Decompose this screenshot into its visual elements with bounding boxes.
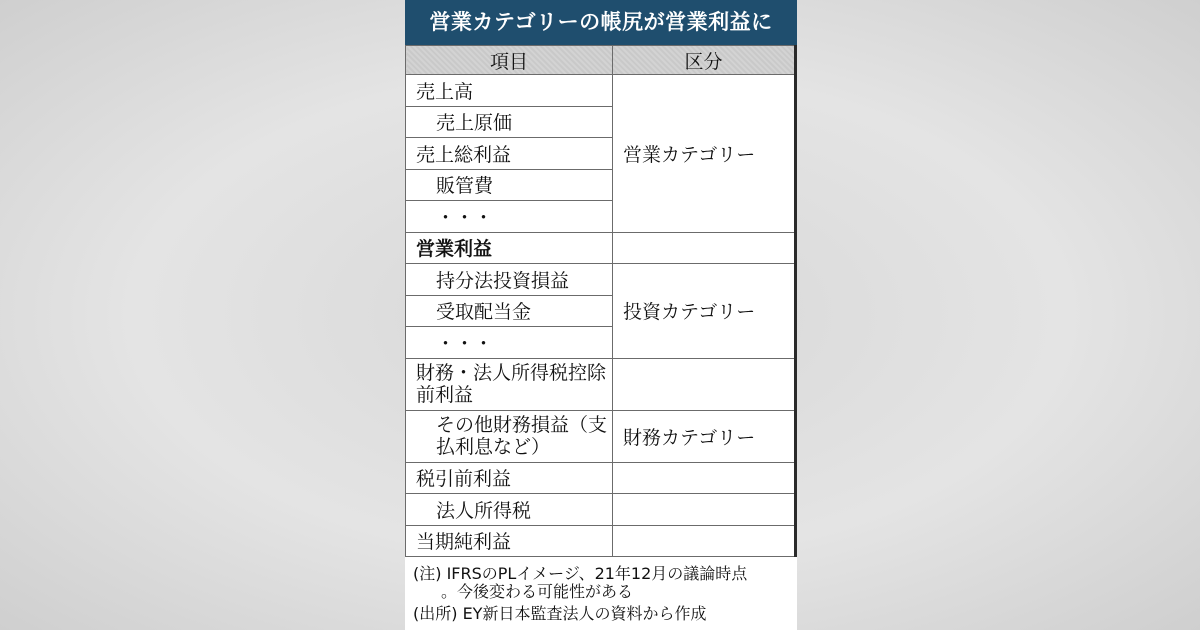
header-item: 項目 <box>406 46 613 75</box>
category-investing: 投資カテゴリー <box>613 264 796 359</box>
row-label: 持分法投資損益 <box>406 264 613 296</box>
category-operating: 営業カテゴリー <box>613 75 796 233</box>
row-label: ・・・ <box>406 327 613 359</box>
pl-category-table <box>405 45 797 557</box>
row-label: 税引前利益 <box>406 462 613 494</box>
footnotes <box>413 565 793 623</box>
row-label: 受取配当金 <box>406 295 613 327</box>
figure-title: 営業カテゴリーの帳尻が営業利益に <box>405 0 797 45</box>
source-line: (出所) EY新日本監査法人の資料から作成 <box>413 604 707 623</box>
table-row <box>406 232 796 264</box>
table-row <box>406 494 796 526</box>
table-row <box>406 410 796 462</box>
table-row <box>406 462 796 494</box>
note-line: (注) IFRSのPLイメージ、21年12月の議論時点 <box>413 564 748 583</box>
empty-cell <box>613 358 796 410</box>
table-row <box>406 358 796 410</box>
figure-panel <box>405 0 797 630</box>
table-header-row <box>406 46 796 75</box>
table-row <box>406 264 796 296</box>
header-category: 区分 <box>613 46 796 75</box>
row-label: 財務・法人所得税控除前利益 <box>406 358 613 410</box>
row-label: 法人所得税 <box>406 494 613 526</box>
category-financing: 財務カテゴリー <box>613 410 796 462</box>
row-label: その他財務損益（支払利息など） <box>406 410 613 462</box>
empty-cell <box>613 525 796 557</box>
empty-cell <box>613 232 796 264</box>
row-label-operating-profit: 営業利益 <box>406 232 613 264</box>
empty-cell <box>613 462 796 494</box>
row-label: 販管費 <box>406 169 613 201</box>
row-label: 売上原価 <box>406 106 613 138</box>
table-row <box>406 525 796 557</box>
empty-cell <box>613 494 796 526</box>
table-row <box>406 75 796 107</box>
row-label: ・・・ <box>406 201 613 233</box>
row-label: 当期純利益 <box>406 525 613 557</box>
row-label: 売上総利益 <box>406 138 613 170</box>
row-label: 売上高 <box>406 75 613 107</box>
note-line-continued: 。今後変わる可能性がある <box>441 582 634 601</box>
